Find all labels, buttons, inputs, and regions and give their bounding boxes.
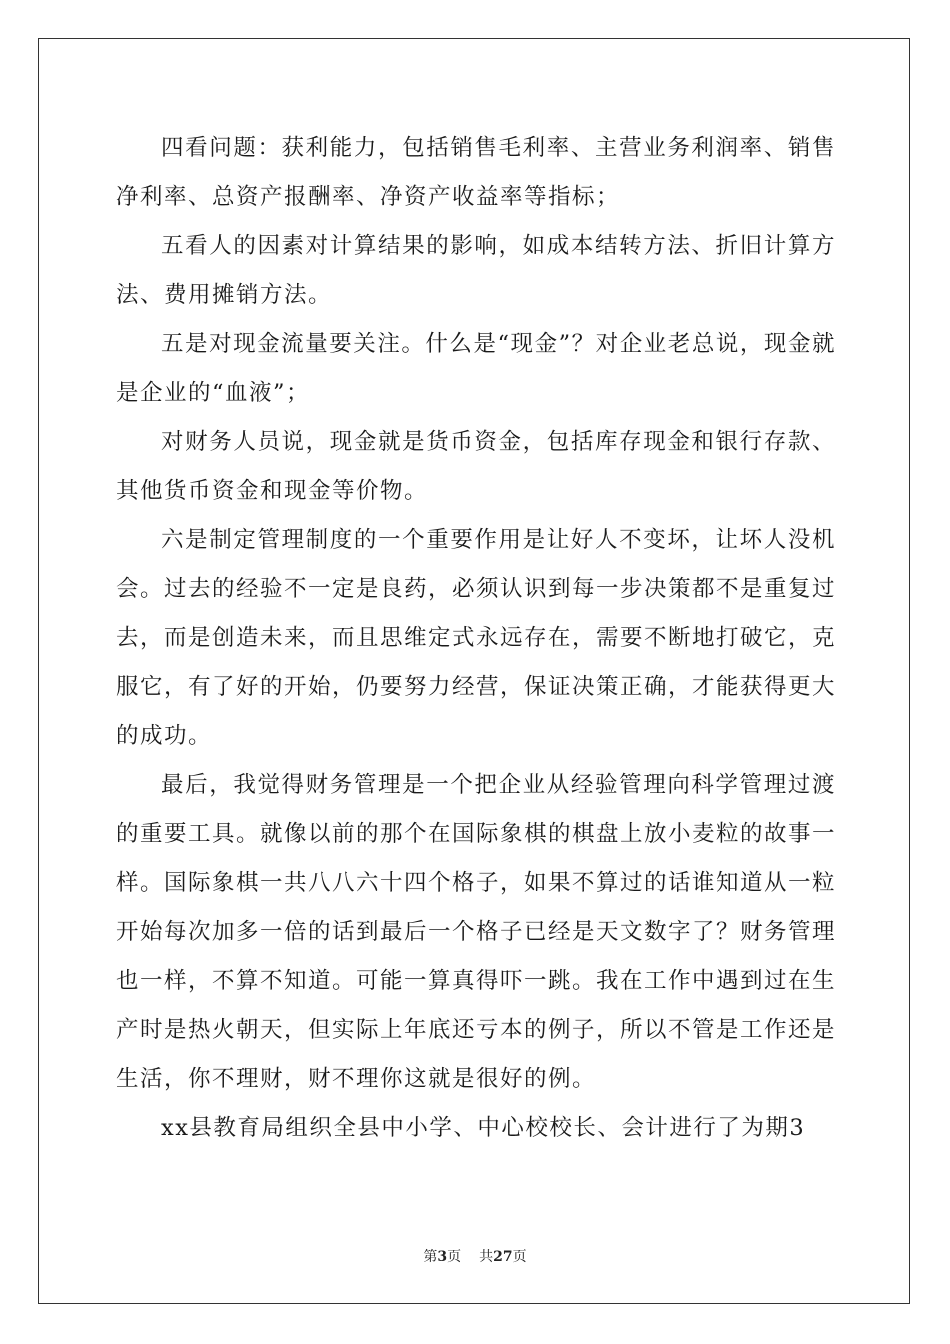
paragraph: 五是对现金流量要关注。什么是“现金”？对企业老总说，现金就是企业的“血液”； — [116, 331, 836, 406]
paragraph: 最后，我觉得财务管理是一个把企业从经验管理向科学管理过渡的重要工具。就像以前的那个在国际象棋的棋盘上放小麦粒的故事一样。国际象棋一共八八六十四个格子，如果不算过的话谁知道从一粒开始每次加多一倍的话到最后一个格子已经是天文数字了？财务管理也一样，不算不知道。可能一算真得吓一跳。我在工作中遇到过在生产时是热火朝天，但实际上年底还亏本的例子，所以不管是工作还是生活，你不理财，财不理你这就是很好的例。 — [116, 772, 837, 1092]
document-body — [116, 124, 836, 1153]
page-footer — [0, 1246, 950, 1266]
paragraph: xx县教育局组织全县中小学、中心校校长、会计进行了为期3 — [161, 1115, 806, 1141]
paragraph: 四看问题：获利能力，包括销售毛利率、主营业务利润率、销售净利率、总资产报酬率、净资产收益率等指标； — [116, 135, 836, 210]
page-total-count: 27 — [493, 1249, 513, 1265]
paragraph: 六是制定管理制度的一个重要作用是让好人不变坏，让坏人没机会。过去的经验不一定是良药，必须认识到每一步决策都不是重复过去，而是创造未来，而且思维定式永远存在，需要不断地打破它，克服它，有了好的开始，仍要努力经营，保证决策正确，才能获得更大的成功。 — [116, 527, 837, 749]
page-total-suffix: 页 — [512, 1249, 527, 1265]
page-number-suffix: 页 — [447, 1249, 462, 1265]
page-total-prefix: 共 — [479, 1249, 494, 1265]
paragraph: 对财务人员说，现金就是货币资金，包括库存现金和银行存款、其他货币资金和现金等价物。 — [116, 429, 836, 504]
page-number-prefix: 第 — [423, 1249, 438, 1265]
paragraph: 五看人的因素对计算结果的影响，如成本结转方法、折旧计算方法、费用摊销方法。 — [116, 233, 836, 308]
page-number-current: 3 — [437, 1249, 448, 1265]
